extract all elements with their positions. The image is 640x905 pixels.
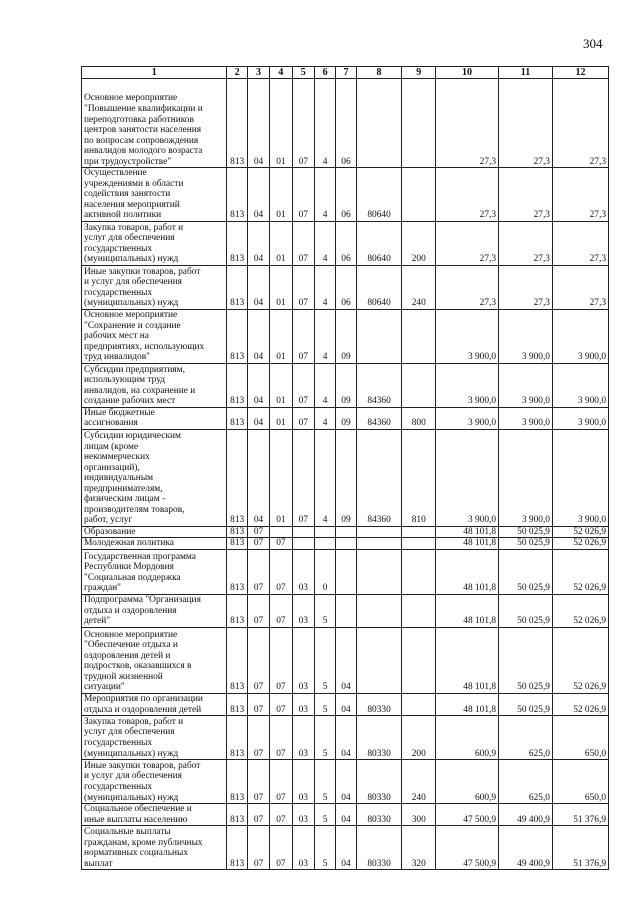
column-header: 1 <box>82 67 227 79</box>
program-code-cell: 07 <box>292 168 314 222</box>
section-code-cell: 04 <box>247 363 269 407</box>
program-code-cell: 07 <box>292 407 314 429</box>
activity-code-cell: 09 <box>336 429 356 526</box>
program-code-cell: 07 <box>292 309 314 363</box>
section-code-cell: 04 <box>247 79 269 168</box>
gov-code-cell: 813 <box>227 538 247 550</box>
direction-code-cell: 84360 <box>356 363 402 407</box>
amount-year1-cell: 600,9 <box>436 716 499 760</box>
expense-type-code-cell: 200 <box>402 716 436 760</box>
amount-year3-cell: 52 026,9 <box>552 526 608 538</box>
table-row <box>82 526 609 538</box>
subsection-code-cell: 07 <box>270 627 292 693</box>
amount-year1-cell: 27,3 <box>436 168 499 222</box>
direction-code-cell: 84360 <box>356 407 402 429</box>
table-row <box>82 693 609 715</box>
table-row <box>82 826 609 870</box>
column-header: 11 <box>499 67 553 79</box>
subprogram-code-cell: 5 <box>314 716 335 760</box>
subprogram-code-cell: 4 <box>314 79 335 168</box>
amount-year1-cell: 48 101,8 <box>436 594 499 627</box>
amount-year1-cell: 47 500,9 <box>436 804 499 826</box>
expense-type-code-cell: 240 <box>402 265 436 309</box>
subprogram-code-cell: 0 <box>314 549 335 594</box>
amount-year3-cell: 52 026,9 <box>552 549 608 594</box>
program-code-cell: 07 <box>292 363 314 407</box>
activity-code-cell: 06 <box>336 265 356 309</box>
amount-year2-cell: 49 400,9 <box>499 804 553 826</box>
section-code-cell: 04 <box>247 265 269 309</box>
section-code-cell: 07 <box>247 760 269 804</box>
direction-code-cell <box>356 549 402 594</box>
expense-type-code-cell: 200 <box>402 221 436 265</box>
amount-year3-cell: 650,0 <box>552 716 608 760</box>
row-description: Субсидии предприятиям, использующим труд инвалидов, на сохранение и создание рабочих мест <box>82 363 227 407</box>
row-description: Иные закупки товаров, работ и услуг для обеспечения государственных (муниципальных) нужд <box>82 760 227 804</box>
program-code-cell: 03 <box>292 627 314 693</box>
section-code-cell: 07 <box>247 549 269 594</box>
activity-code-cell: 09 <box>336 407 356 429</box>
subprogram-code-cell: 5 <box>314 594 335 627</box>
activity-code-cell: 04 <box>336 693 356 715</box>
section-code-cell: 07 <box>247 826 269 870</box>
expense-type-code-cell <box>402 594 436 627</box>
section-code-cell: 04 <box>247 309 269 363</box>
section-code-cell: 07 <box>247 693 269 715</box>
direction-code-cell: 80330 <box>356 716 402 760</box>
amount-year3-cell: 27,3 <box>552 79 608 168</box>
amount-year2-cell: 50 025,9 <box>499 526 553 538</box>
row-description: Иные бюджетные ассигнования <box>82 407 227 429</box>
gov-code-cell: 813 <box>227 407 247 429</box>
subsection-code-cell: 01 <box>270 221 292 265</box>
program-code-cell: 03 <box>292 826 314 870</box>
expense-type-code-cell <box>402 526 436 538</box>
direction-code-cell <box>356 627 402 693</box>
amount-year2-cell: 27,3 <box>499 79 553 168</box>
activity-code-cell: 06 <box>336 79 356 168</box>
amount-year1-cell: 48 101,8 <box>436 627 499 693</box>
gov-code-cell: 813 <box>227 627 247 693</box>
table-row <box>82 79 609 168</box>
subsection-code-cell: 01 <box>270 309 292 363</box>
direction-code-cell: 80640 <box>356 221 402 265</box>
subprogram-code-cell: 4 <box>314 429 335 526</box>
activity-code-cell <box>336 538 356 550</box>
section-code-cell: 07 <box>247 804 269 826</box>
amount-year1-cell: 48 101,8 <box>436 549 499 594</box>
table-row <box>82 627 609 693</box>
row-description: Образование <box>82 526 227 538</box>
amount-year1-cell: 47 500,9 <box>436 826 499 870</box>
gov-code-cell: 813 <box>227 168 247 222</box>
amount-year3-cell: 3 900,0 <box>552 363 608 407</box>
gov-code-cell: 813 <box>227 265 247 309</box>
program-code-cell: 03 <box>292 716 314 760</box>
subsection-code-cell: 01 <box>270 265 292 309</box>
subprogram-code-cell: 4 <box>314 221 335 265</box>
amount-year1-cell: 27,3 <box>436 79 499 168</box>
subprogram-code-cell: 4 <box>314 265 335 309</box>
amount-year1-cell: 600,9 <box>436 760 499 804</box>
activity-code-cell <box>336 549 356 594</box>
column-header: 3 <box>247 67 269 79</box>
gov-code-cell: 813 <box>227 804 247 826</box>
subsection-code-cell: 07 <box>270 693 292 715</box>
program-code-cell <box>292 538 314 550</box>
subsection-code-cell: 07 <box>270 716 292 760</box>
subprogram-code-cell: 5 <box>314 693 335 715</box>
activity-code-cell: 04 <box>336 716 356 760</box>
section-code-cell: 07 <box>247 716 269 760</box>
amount-year2-cell: 3 900,0 <box>499 429 553 526</box>
amount-year3-cell: 27,3 <box>552 265 608 309</box>
subsection-code-cell: 07 <box>270 804 292 826</box>
gov-code-cell: 813 <box>227 716 247 760</box>
amount-year2-cell: 27,3 <box>499 168 553 222</box>
row-description: Закупка товаров, работ и услуг для обеспечения государственных (муниципальных) нужд <box>82 716 227 760</box>
program-code-cell <box>292 526 314 538</box>
column-header: 10 <box>436 67 499 79</box>
gov-code-cell: 813 <box>227 79 247 168</box>
table-row <box>82 594 609 627</box>
expense-type-code-cell: 240 <box>402 760 436 804</box>
direction-code-cell <box>356 309 402 363</box>
expense-type-code-cell <box>402 363 436 407</box>
subsection-code-cell: 01 <box>270 168 292 222</box>
amount-year1-cell: 48 101,8 <box>436 693 499 715</box>
program-code-cell: 03 <box>292 594 314 627</box>
amount-year2-cell: 50 025,9 <box>499 549 553 594</box>
amount-year1-cell: 3 900,0 <box>436 429 499 526</box>
amount-year2-cell: 27,3 <box>499 265 553 309</box>
subsection-code-cell: 01 <box>270 79 292 168</box>
amount-year3-cell: 52 026,9 <box>552 594 608 627</box>
row-description: Закупка товаров, работ и услуг для обеспечения государственных (муниципальных) нужд <box>82 221 227 265</box>
subprogram-code-cell: 5 <box>314 627 335 693</box>
subsection-code-cell: 01 <box>270 363 292 407</box>
amount-year3-cell: 27,3 <box>552 221 608 265</box>
amount-year3-cell: 51 376,9 <box>552 804 608 826</box>
program-code-cell: 03 <box>292 693 314 715</box>
subsection-code-cell: 07 <box>270 549 292 594</box>
column-header: 4 <box>270 67 292 79</box>
amount-year1-cell: 48 101,8 <box>436 526 499 538</box>
row-description: Основное мероприятие "Сохранение и создание рабочих мест на предприятиях, использующих труд инвалидов" <box>82 309 227 363</box>
program-code-cell: 03 <box>292 549 314 594</box>
direction-code-cell <box>356 79 402 168</box>
page-number: 304 <box>583 36 603 51</box>
expense-type-code-cell <box>402 79 436 168</box>
column-header: 5 <box>292 67 314 79</box>
column-header: 7 <box>336 67 356 79</box>
expense-type-code-cell <box>402 549 436 594</box>
row-description: Государственная программа Республики Мордовия "Социальная поддержка граждан" <box>82 549 227 594</box>
amount-year2-cell: 27,3 <box>499 221 553 265</box>
expense-type-code-cell: 800 <box>402 407 436 429</box>
table-row <box>82 549 609 594</box>
amount-year2-cell: 50 025,9 <box>499 627 553 693</box>
gov-code-cell: 813 <box>227 429 247 526</box>
expense-type-code-cell <box>402 627 436 693</box>
program-code-cell: 07 <box>292 79 314 168</box>
gov-code-cell: 813 <box>227 826 247 870</box>
amount-year3-cell: 3 900,0 <box>552 309 608 363</box>
table-row <box>82 168 609 222</box>
amount-year3-cell: 3 900,0 <box>552 429 608 526</box>
program-code-cell: 03 <box>292 760 314 804</box>
program-code-cell: 07 <box>292 221 314 265</box>
direction-code-cell: 80330 <box>356 760 402 804</box>
row-description: Субсидии юридическим лицам (кроме некоммерческих организаций), индивидуальным предпринимателям, физическим лицам - производителям товаров, работ, услуг <box>82 429 227 526</box>
direction-code-cell: 80330 <box>356 693 402 715</box>
amount-year2-cell: 3 900,0 <box>499 407 553 429</box>
program-code-cell: 07 <box>292 265 314 309</box>
table-row <box>82 760 609 804</box>
table-row <box>82 429 609 526</box>
gov-code-cell: 813 <box>227 309 247 363</box>
subprogram-code-cell <box>314 526 335 538</box>
expense-type-code-cell <box>402 168 436 222</box>
expense-type-code-cell: 300 <box>402 804 436 826</box>
row-description: Социальные выплаты гражданам, кроме публичных нормативных социальных выплат <box>82 826 227 870</box>
subprogram-code-cell: 5 <box>314 804 335 826</box>
amount-year1-cell: 48 101,8 <box>436 538 499 550</box>
table-row <box>82 804 609 826</box>
subprogram-code-cell: 5 <box>314 760 335 804</box>
subprogram-code-cell: 4 <box>314 407 335 429</box>
expense-type-code-cell: 320 <box>402 826 436 870</box>
amount-year2-cell: 625,0 <box>499 716 553 760</box>
subprogram-code-cell: 4 <box>314 168 335 222</box>
column-header: 6 <box>314 67 335 79</box>
table-row <box>82 221 609 265</box>
amount-year3-cell: 650,0 <box>552 760 608 804</box>
amount-year3-cell: 27,3 <box>552 168 608 222</box>
amount-year1-cell: 27,3 <box>436 265 499 309</box>
amount-year1-cell: 3 900,0 <box>436 407 499 429</box>
section-code-cell: 04 <box>247 429 269 526</box>
table-row <box>82 265 609 309</box>
amount-year2-cell: 50 025,9 <box>499 594 553 627</box>
direction-code-cell: 80640 <box>356 168 402 222</box>
table-row <box>82 407 609 429</box>
column-header: 9 <box>402 67 436 79</box>
expense-type-code-cell <box>402 309 436 363</box>
subsection-code-cell: 01 <box>270 407 292 429</box>
gov-code-cell: 813 <box>227 221 247 265</box>
gov-code-cell: 813 <box>227 363 247 407</box>
activity-code-cell: 06 <box>336 168 356 222</box>
amount-year2-cell: 3 900,0 <box>499 363 553 407</box>
amount-year2-cell: 3 900,0 <box>499 309 553 363</box>
column-header: 12 <box>552 67 608 79</box>
table-row <box>82 309 609 363</box>
section-code-cell: 07 <box>247 538 269 550</box>
section-code-cell: 04 <box>247 221 269 265</box>
section-code-cell: 04 <box>247 168 269 222</box>
subprogram-code-cell <box>314 538 335 550</box>
column-header: 8 <box>356 67 402 79</box>
activity-code-cell: 04 <box>336 826 356 870</box>
gov-code-cell: 813 <box>227 594 247 627</box>
direction-code-cell: 80330 <box>356 826 402 870</box>
expense-type-code-cell <box>402 693 436 715</box>
amount-year3-cell: 52 026,9 <box>552 538 608 550</box>
row-description: Осуществление учреждениями в области содействия занятости населения мероприятий активной политики <box>82 168 227 222</box>
activity-code-cell <box>336 594 356 627</box>
subsection-code-cell: 01 <box>270 429 292 526</box>
table-body <box>82 79 609 870</box>
row-description: Мероприятия по организации отдыха и оздоровления детей <box>82 693 227 715</box>
direction-code-cell <box>356 538 402 550</box>
row-description: Иные закупки товаров, работ и услуг для обеспечения государственных (муниципальных) нужд <box>82 265 227 309</box>
subsection-code-cell: 07 <box>270 594 292 627</box>
direction-code-cell: 80640 <box>356 265 402 309</box>
subprogram-code-cell: 5 <box>314 826 335 870</box>
program-code-cell: 07 <box>292 429 314 526</box>
amount-year2-cell: 625,0 <box>499 760 553 804</box>
row-description: Молодежная политика <box>82 538 227 550</box>
row-description: Подпрограмма "Организация отдыха и оздоровления детей" <box>82 594 227 627</box>
gov-code-cell: 813 <box>227 693 247 715</box>
activity-code-cell: 04 <box>336 627 356 693</box>
subsection-code-cell: 07 <box>270 538 292 550</box>
amount-year1-cell: 27,3 <box>436 221 499 265</box>
subsection-code-cell: 07 <box>270 760 292 804</box>
subsection-code-cell <box>270 526 292 538</box>
amount-year1-cell: 3 900,0 <box>436 363 499 407</box>
activity-code-cell: 04 <box>336 760 356 804</box>
section-code-cell: 07 <box>247 526 269 538</box>
activity-code-cell: 06 <box>336 221 356 265</box>
gov-code-cell: 813 <box>227 760 247 804</box>
direction-code-cell <box>356 594 402 627</box>
gov-code-cell: 813 <box>227 549 247 594</box>
amount-year3-cell: 3 900,0 <box>552 407 608 429</box>
column-header: 2 <box>227 67 247 79</box>
amount-year2-cell: 50 025,9 <box>499 538 553 550</box>
row-description: Основное мероприятие "Обеспечение отдыха и оздоровления детей и подростков, оказавшихся в трудной жизненной ситуации" <box>82 627 227 693</box>
subprogram-code-cell: 4 <box>314 309 335 363</box>
amount-year2-cell: 50 025,9 <box>499 693 553 715</box>
activity-code-cell: 09 <box>336 363 356 407</box>
header-row <box>82 67 609 79</box>
section-code-cell: 04 <box>247 407 269 429</box>
amount-year2-cell: 49 400,9 <box>499 826 553 870</box>
expense-type-code-cell <box>402 538 436 550</box>
program-code-cell: 03 <box>292 804 314 826</box>
amount-year3-cell: 51 376,9 <box>552 826 608 870</box>
section-code-cell: 07 <box>247 627 269 693</box>
table-row <box>82 363 609 407</box>
row-description: Социальное обеспечение и иные выплаты населению <box>82 804 227 826</box>
direction-code-cell <box>356 526 402 538</box>
activity-code-cell: 09 <box>336 309 356 363</box>
section-code-cell: 07 <box>247 594 269 627</box>
budget-table <box>81 66 609 870</box>
amount-year3-cell: 52 026,9 <box>552 627 608 693</box>
subsection-code-cell: 07 <box>270 826 292 870</box>
row-description: Основное мероприятие "Повышение квалификации и переподготовка работников центров занятости населения по вопросам сопровождения инвалидов молодого возраста при трудоустройстве" <box>82 79 227 168</box>
direction-code-cell: 80330 <box>356 804 402 826</box>
gov-code-cell: 813 <box>227 526 247 538</box>
table-row <box>82 538 609 550</box>
table-row <box>82 716 609 760</box>
expense-type-code-cell: 810 <box>402 429 436 526</box>
activity-code-cell <box>336 526 356 538</box>
direction-code-cell: 84360 <box>356 429 402 526</box>
activity-code-cell: 04 <box>336 804 356 826</box>
amount-year3-cell: 52 026,9 <box>552 693 608 715</box>
amount-year1-cell: 3 900,0 <box>436 309 499 363</box>
subprogram-code-cell: 4 <box>314 363 335 407</box>
